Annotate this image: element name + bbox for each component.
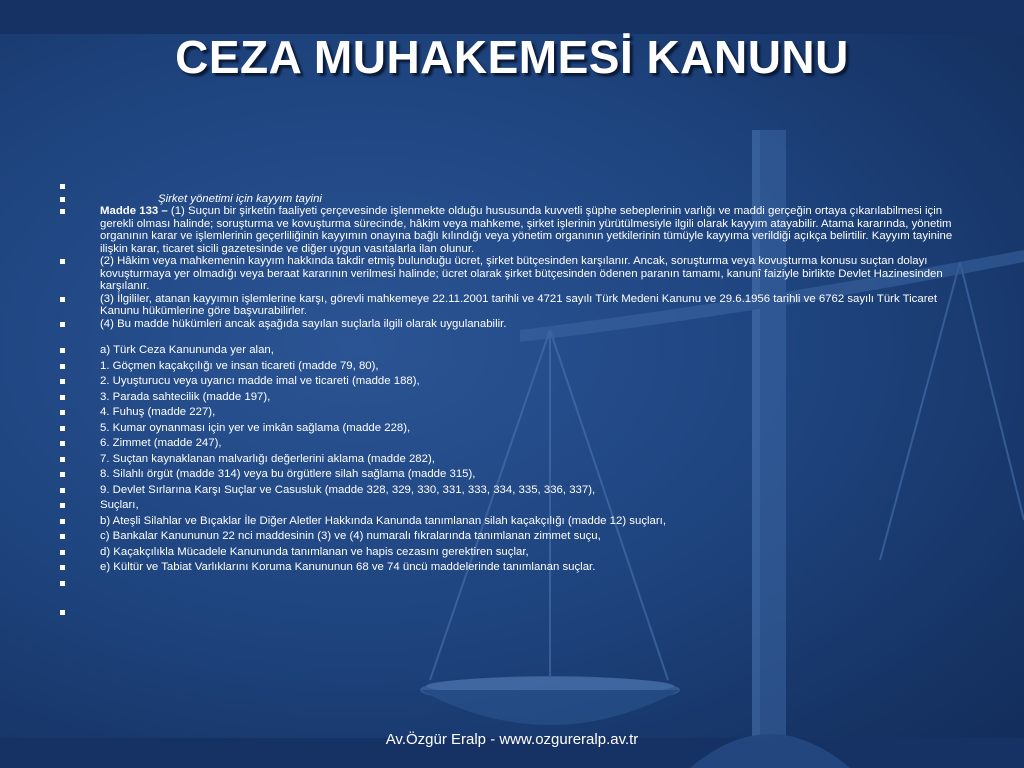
square-bullet-icon [60, 322, 65, 327]
section-subtitle-row [58, 193, 968, 206]
square-bullet-icon [60, 364, 65, 369]
list-item [58, 484, 968, 497]
list-item-text: 5. Kumar oynanması için yer ve imkân sağlama (madde 228), [100, 421, 411, 434]
paragraph-1-text: (1) Suçun bir şirketin faaliyeti çerçevesinde işlenmekte olduğu hususunda kuvvetli şüphe sebeplerinin varlığı ve maddi gerçeğin ortaya çıkarılabilmesi için gerekli olması halinde; soruşturma ve kovuşturma sürecinde, hâkim veya mahkeme, şirket işlerinin yürütülmesiyle ilgili olarak kayyım atayabilir. Atama kararında, yönetim organının karar ve işlemlerinin geçerliliğinin kayyımın onayına bağlı kılındığı veya yönetim organının yetkilerinin tümüyle kayyıma verildiği açıkça belirtilir. Kayyım tayinine ilişkin karar, ticaret sicili gazetesinde ve diğer uygun vasıtalarla ilan olunur. [100, 205, 953, 255]
paragraph-4-text: (4) Bu madde hükümleri ancak aşağıda sayılan suçlarla ilgili olarak uygulanabilir. [100, 317, 507, 330]
list-item [58, 422, 968, 435]
square-bullet-icon [60, 197, 65, 202]
list-item-text: 9. Devlet Sırlarına Karşı Suçlar ve Casusluk (madde 328, 329, 330, 331, 333, 334, 335, 336, 337), [100, 483, 596, 496]
list-item-text: 3. Parada sahtecilik (madde 197), [100, 390, 271, 403]
list-item [58, 437, 968, 450]
square-bullet-icon [60, 550, 65, 555]
square-bullet-icon [60, 519, 65, 524]
square-bullet-icon [60, 503, 65, 508]
paragraph-1 [58, 205, 968, 255]
list-item [58, 468, 968, 481]
list-item-text: 4. Fuhuş (madde 227), [100, 406, 216, 418]
list-item [58, 499, 968, 512]
list-item-text: e) Kültür ve Tabiat Varlıklarını Koruma Kanununun 68 ve 74 üncü maddelerinde tanımlanan suçlar. [100, 561, 596, 573]
square-bullet-icon [60, 259, 65, 264]
list-item-empty [58, 577, 968, 590]
square-bullet-icon [60, 565, 65, 570]
list-item [58, 530, 968, 543]
square-bullet-icon [60, 581, 65, 586]
paragraph-3 [58, 293, 968, 318]
list-item [58, 515, 968, 528]
square-bullet-icon [60, 488, 65, 493]
square-bullet-icon [60, 457, 65, 462]
list-item [58, 391, 968, 404]
section-subtitle: Şirket yönetimi için kayyım tayini [158, 192, 322, 205]
square-bullet-icon [60, 184, 65, 189]
list-item-text: a) Türk Ceza Kanununda yer alan, [100, 344, 274, 356]
paragraph-4 [58, 318, 968, 331]
list-item [58, 360, 968, 373]
list-item [58, 561, 968, 574]
slide-title: CEZA MUHAKEMESİ KANUNU [175, 31, 849, 83]
square-bullet-icon [60, 395, 65, 400]
square-bullet-icon [60, 297, 65, 302]
slide-content [58, 180, 968, 619]
list-item [58, 344, 968, 357]
list-item-text: 8. Silahlı örgüt (madde 314) veya bu örgütlere silah sağlama (madde 315), [100, 468, 476, 480]
list-item [58, 453, 968, 466]
list-item-text: d) Kaçakçılıkla Mücadele Kanununda tanımlanan ve hapis cezasını gerektiren suçlar, [100, 545, 529, 558]
paragraph-2-text: (2) Hâkim veya mahkemenin kayyım hakkında takdir etmiş bulunduğu ücret, şirket bütçesinden karşılanır. Ancak, soruşturma veya kovuşturma konusu suçtan dolayı kovuşturmaya yer olmadığı veya beraat kararının verilmesi halinde; ücret olarak şirket bütçesinden ödenen paranın tamamı, kanunî faiziyle birlikte Devlet Hazinesinden karşılanır. [100, 255, 943, 292]
list-item-empty [58, 606, 968, 619]
list-item-text: 6. Zimmet (madde 247), [100, 437, 222, 449]
square-bullet-icon [60, 379, 65, 384]
square-bullet-icon [60, 209, 65, 214]
list-item-empty [58, 180, 968, 193]
square-bullet-icon [60, 441, 65, 446]
square-bullet-icon [60, 534, 65, 539]
square-bullet-icon [60, 410, 65, 415]
slide-footer: Av.Özgür Eralp - www.ozgureralp.av.tr [385, 731, 639, 748]
square-bullet-icon [60, 348, 65, 353]
madde-label: Madde 133 – [100, 205, 168, 217]
paragraph-3-text: (3) İlgililer, atanan kayyımın işlemlerine karşı, görevli mahkemeye 22.11.2001 tarihli ve 4721 sayılı Türk Medeni Kanunu ve 29.6.1956 tarihli ve 6762 sayılı Türk Ticaret Kanunu hükümlerine göre başvurabilirler. [100, 292, 938, 317]
list-item-text: c) Bankalar Kanununun 22 nci maddesinin (3) ve (4) numaralı fıkralarında tanımlanan zimmet suçu, [100, 530, 601, 542]
list-item-text: 7. Suçtan kaynaklanan malvarlığı değerlerini aklama (madde 282), [100, 452, 435, 465]
square-bullet-icon [60, 426, 65, 431]
square-bullet-icon [60, 610, 65, 615]
list-item-text: b) Ateşli Silahlar ve Bıçaklar İle Diğer Aletler Hakkında Kanunda tanımlanan silah kaçakçılığı (madde 12) suçları, [100, 514, 667, 527]
list-item-text: Suçları, [100, 499, 139, 511]
list-item-text: 2. Uyuşturucu veya uyarıcı madde imal ve ticareti (madde 188), [100, 375, 420, 387]
square-bullet-icon [60, 472, 65, 477]
list-item [58, 546, 968, 559]
list-item [58, 406, 968, 419]
paragraph-2 [58, 255, 968, 293]
list-item-text: 1. Göçmen kaçakçılığı ve insan ticareti (madde 79, 80), [100, 359, 379, 372]
list-item [58, 375, 968, 388]
